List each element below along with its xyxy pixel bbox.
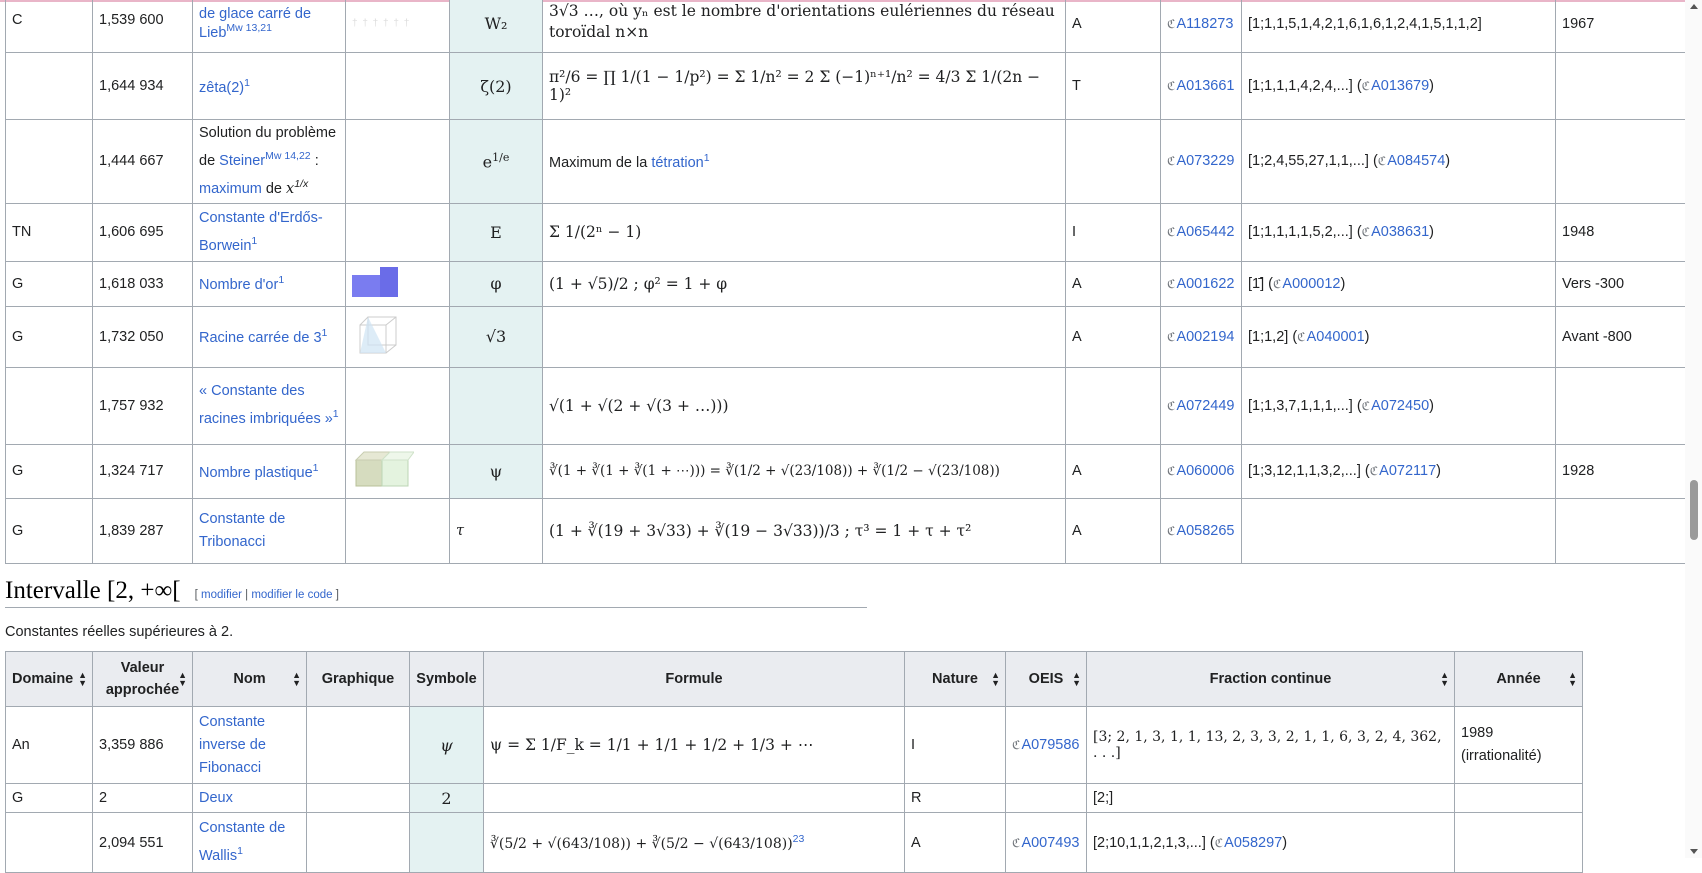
table-row <box>6 306 1690 367</box>
constant-link[interactable]: « Constante des racines imbriquées » <box>199 383 333 428</box>
symbole-cell <box>450 498 543 563</box>
oeis-link[interactable]: A084574 <box>1387 153 1446 170</box>
formule-cell <box>543 0 1066 53</box>
nature-cell <box>1066 120 1161 204</box>
nature-cell: R <box>905 784 1006 813</box>
fraction-cell: [1;3,12,1,1,3,2,...] (ℭA072117) <box>1242 444 1556 498</box>
domaine-cell: An <box>6 707 93 784</box>
annee-cell <box>1556 261 1690 306</box>
oeis-icon: ℭ <box>1377 154 1387 169</box>
fraction-value: [1;1,2] <box>1248 328 1289 345</box>
oeis-icon: ℭ <box>1272 276 1282 291</box>
oeis-cell <box>1006 813 1087 873</box>
oeis-cell <box>1161 444 1242 498</box>
nature-cell: A <box>905 813 1006 873</box>
header-row <box>6 652 1583 707</box>
oeis-icon: ℭ <box>1361 398 1371 413</box>
table-row <box>6 444 1690 498</box>
symbole-cell: $e^{1/e}$ <box>450 120 543 204</box>
domaine-cell <box>6 53 93 120</box>
symbole-cell <box>410 813 484 873</box>
section-heading <box>5 577 867 608</box>
constant-link[interactable]: Constante inverse de Fibonacci <box>199 713 266 776</box>
reference-sup[interactable]: 23 <box>792 833 805 846</box>
annee-cell <box>1556 120 1690 204</box>
graphique-cell <box>307 813 410 873</box>
oeis-link[interactable]: A000012 <box>1282 275 1341 292</box>
fraction-cell: [1̄] (ℭA000012) <box>1242 261 1556 306</box>
nom-cell <box>193 813 307 873</box>
oeis-link[interactable]: A079586 <box>1021 737 1080 753</box>
table-row <box>6 498 1690 563</box>
oeis-icon: ℭ <box>1369 464 1379 479</box>
symbol-value: ψ <box>440 735 453 755</box>
annee-cell: 1989 (irrationalité) <box>1455 707 1583 784</box>
constant-link[interactable]: Steiner <box>219 152 266 169</box>
domaine-cell: G <box>6 498 93 563</box>
nom-cell <box>193 498 346 563</box>
header-nature[interactable]: Nature ▲ ▼ <box>905 652 1006 707</box>
tetration-link[interactable]: tétration <box>651 154 704 171</box>
formula: (1 + ∛(19 + 3√33) + ∛(19 − 3√33))/3 ; τ³ = 1 + τ + τ² <box>549 521 972 540</box>
constant-link[interactable]: Racine carrée de 3 <box>199 330 322 347</box>
formula: 3√3 …, où yₙ est le nombre d'orientations eulériennes du réseau toroïdal n×n <box>549 1 1055 41</box>
formule-cell <box>543 306 1066 367</box>
nom-cell <box>193 120 346 204</box>
header-valeur[interactable]: Valeur approchée ▲ ▼ <box>93 652 193 707</box>
oeis-cell <box>1161 53 1242 120</box>
fraction-value: [1;1,3,7,1,1,1,...] <box>1248 397 1353 414</box>
fraction-cell: [1;1,2] (ℭA040001) <box>1242 306 1556 367</box>
formule-cell <box>543 261 1066 306</box>
constant-link[interactable]: Nombre plastique <box>199 464 313 481</box>
symbole-cell: 2 <box>410 784 484 813</box>
lattice-image: † † † † † † <box>352 18 411 29</box>
domaine-cell: G <box>6 261 93 306</box>
nature-cell: T <box>1066 53 1161 120</box>
graphique-cell <box>346 444 450 498</box>
header-formule: Formule <box>484 652 905 707</box>
constant-name-tail: : <box>314 152 319 169</box>
oeis-icon: ℭ <box>1167 276 1176 291</box>
oeis-cell <box>1161 367 1242 444</box>
header-symbole: Symbole <box>410 652 484 707</box>
symbole-cell: φ <box>450 261 543 306</box>
valeur-cell: 1,324 717 <box>93 444 193 498</box>
oeis-link[interactable]: A072449 <box>1176 397 1235 414</box>
fraction-cell <box>1242 498 1556 563</box>
oeis-icon: ℭ <box>1012 738 1021 752</box>
annee-cell <box>1556 367 1690 444</box>
reference-sup[interactable]: 1 <box>251 234 258 247</box>
oeis-link[interactable]: A060006 <box>1176 463 1235 480</box>
graphique-cell <box>307 784 410 813</box>
valeur-cell: 2 <box>93 784 193 813</box>
fraction-cell: [2;] <box>1087 784 1455 813</box>
symbole-cell: W₂ <box>450 0 543 53</box>
table-row <box>6 784 1583 813</box>
annee-cell: 1967 <box>1556 0 1690 53</box>
oeis-icon: ℭ <box>1167 329 1176 344</box>
nature-cell: I <box>905 707 1006 784</box>
sort-icon[interactable]: ▲ ▼ <box>1568 670 1577 688</box>
fraction-value: [1;3,12,1,1,3,2,...] <box>1248 463 1361 480</box>
header-domaine[interactable]: Domaine ▲ ▼ <box>6 652 93 707</box>
graphique-cell <box>346 203 450 261</box>
valeur-cell: 1,839 287 <box>93 498 193 563</box>
reference-sup[interactable]: 1 <box>244 76 250 89</box>
annee-cell <box>1455 784 1583 813</box>
oeis-cell <box>1161 306 1242 367</box>
fraction-cell <box>1087 707 1455 784</box>
nature-cell: A <box>1066 444 1161 498</box>
formule-cell <box>484 813 905 873</box>
graphique-cell <box>346 120 450 204</box>
constants-table-2-plus <box>5 651 1583 873</box>
graphique-cell <box>346 306 450 367</box>
edit-link[interactable]: modifier <box>201 589 242 601</box>
symbole-cell: ψ <box>450 444 543 498</box>
constants-table-1-2 <box>5 0 1690 564</box>
oeis-cell <box>1006 784 1087 813</box>
reference-sup[interactable]: Mw 14,22 <box>265 150 311 162</box>
oeis-cell <box>1006 707 1087 784</box>
oeis-cell <box>1161 498 1242 563</box>
valeur-cell: 1,444 667 <box>93 120 193 204</box>
graphique-cell <box>346 0 450 53</box>
symbole-cell <box>410 707 484 784</box>
header-graphique: Graphique <box>307 652 410 707</box>
oeis-icon: ℭ <box>1012 835 1021 850</box>
constant-name-tail-2: de $x^{1/x}$ <box>261 177 309 197</box>
section-title: Intervalle [2, +∞[ <box>5 577 181 604</box>
oeis-link[interactable]: A040001 <box>1306 328 1365 345</box>
reference-sup[interactable]: 1 <box>278 274 285 287</box>
valeur-cell: 1,539 600 <box>93 0 193 53</box>
edit-code-link[interactable]: modifier le code <box>251 589 333 601</box>
nom-cell <box>193 784 307 813</box>
edit-links: [ modifier | modifier le code ] <box>194 589 339 601</box>
reference-sup[interactable]: 1 <box>321 327 328 340</box>
constant-link[interactable]: zêta(2) <box>199 79 245 96</box>
oeis-icon: ℭ <box>1167 398 1176 413</box>
oeis-link[interactable]: A073229 <box>1176 153 1235 170</box>
nom-cell <box>193 367 346 444</box>
formule-cell <box>543 203 1066 261</box>
table-row <box>6 367 1690 444</box>
graphique-cell <box>307 707 410 784</box>
fraction-cell: [1;1,1,1,4,2,4,...] (ℭA013679) <box>1242 53 1556 120</box>
domaine-cell <box>6 120 93 204</box>
oeis-link[interactable]: A038631 <box>1371 224 1430 241</box>
constant-link[interactable]: Constante de Wallis <box>199 820 286 864</box>
valeur-cell: 1,757 932 <box>93 367 193 444</box>
cube-diagonal-image <box>352 311 402 359</box>
oeis-cell <box>1161 203 1242 261</box>
constant-link[interactable]: Constante de Tribonacci <box>199 510 286 550</box>
sort-icon[interactable]: ▲ ▼ <box>292 670 301 688</box>
formula: ψ = Σ 1/F_k = 1/1 + 1/1 + 1/2 + 1/3 + ⋯ <box>490 736 814 754</box>
oeis-icon: ℭ <box>1361 225 1371 240</box>
table-row <box>6 813 1583 873</box>
oeis-icon: ℭ <box>1167 523 1176 538</box>
formule-cell <box>543 120 1066 204</box>
scrollbar-thumb[interactable] <box>1690 480 1698 540</box>
sort-icon[interactable]: ▲ ▼ <box>1440 670 1449 688</box>
nature-cell: I <box>1066 203 1161 261</box>
oeis-link[interactable]: A065442 <box>1176 224 1235 241</box>
domaine-cell: C <box>6 0 93 53</box>
fraction-value: [2;10,1,1,2,1,3,...] <box>1093 834 1206 851</box>
formula-text: Maximum de la <box>549 154 652 171</box>
domaine-cell <box>6 813 93 873</box>
oeis-icon: ℭ <box>1214 835 1224 850</box>
constant-link[interactable]: Nombre d'or <box>199 277 279 294</box>
header-fraction[interactable]: Fraction continue ▲ ▼ <box>1087 652 1455 707</box>
fraction-cell: [1;1,1,1,1,5,2,...] (ℭA038631) <box>1242 203 1556 261</box>
graphique-cell <box>346 261 450 306</box>
fraction-cell: [2;10,1,1,2,1,3,...] (ℭA058297) <box>1087 813 1455 873</box>
valeur-cell: 1,618 033 <box>93 261 193 306</box>
formule-cell <box>543 498 1066 563</box>
formule-cell <box>484 784 905 813</box>
oeis-cell <box>1161 120 1242 204</box>
annee-data: Vers -300 <box>1562 275 1625 292</box>
table-row <box>6 261 1690 306</box>
table-row <box>6 120 1690 204</box>
nom-cell <box>193 707 307 784</box>
annee-cell <box>1455 813 1583 873</box>
header-nom[interactable]: Nom ▲ ▼ <box>193 652 307 707</box>
sort-icon[interactable]: ▲ ▼ <box>1072 670 1081 688</box>
formula: ∛(1 + ∛(1 + ∛(1 + ⋯))) = ∛(1/2 + √(23/108)) + ∛(1/2 − √(23/108)) <box>549 463 1000 480</box>
valeur-cell: 1,644 934 <box>93 53 193 120</box>
domaine-cell: G <box>6 444 93 498</box>
reference-sup[interactable]: 1 <box>312 461 319 474</box>
golden-rectangle-image <box>352 267 398 297</box>
nature-cell <box>1066 367 1161 444</box>
nature-cell: A <box>1066 261 1161 306</box>
symbole-cell: ζ(2) <box>450 53 543 120</box>
table-row <box>6 203 1690 261</box>
table-row <box>6 707 1583 784</box>
nom-cell <box>193 53 346 120</box>
formula: √(1 + √(2 + √(3 + …))) <box>549 396 729 415</box>
formule-cell <box>484 707 905 784</box>
oeis-icon: ℭ <box>1361 79 1371 93</box>
annee-cell: 1928 <box>1556 444 1690 498</box>
nom-cell <box>193 444 346 498</box>
formule-cell <box>543 367 1066 444</box>
plastic-number-boxes-image <box>352 450 414 488</box>
nom-cell <box>193 0 346 53</box>
domaine-cell: G <box>6 306 93 367</box>
formula: π²/6 = ∏ 1/(1 − 1/p²) = Σ 1/n² = 2 Σ (−1)ⁿ⁺¹/n² = 4/3 Σ 1/(2n − 1)² <box>549 68 1041 104</box>
oeis-link[interactable]: A001622 <box>1176 275 1235 292</box>
nom-cell <box>193 203 346 261</box>
scrollbar[interactable] <box>1685 0 1702 858</box>
sort-icon[interactable]: ▲ ▼ <box>991 670 1000 688</box>
oeis-link[interactable]: A007493 <box>1021 834 1080 851</box>
oeis-link[interactable]: A118273 <box>1176 15 1234 32</box>
oeis-cell <box>1161 261 1242 306</box>
oeis-link[interactable]: A002194 <box>1176 328 1235 345</box>
oeis-link[interactable]: A058265 <box>1176 522 1235 539</box>
fraction-cell: [1;1,1,5,1,4,2,1,6,1,6,1,2,4,1,5,1,1,2] <box>1242 0 1556 53</box>
scroll-down-arrow-icon[interactable] <box>1690 849 1698 854</box>
valeur-cell: 1,732 050 <box>93 306 193 367</box>
formule-cell <box>543 444 1066 498</box>
annee-cell <box>1556 53 1690 120</box>
constant-link[interactable]: de glace carré de Lieb <box>199 6 312 41</box>
oeis-link[interactable]: A072117 <box>1379 463 1437 480</box>
table-row <box>6 53 1690 120</box>
valeur-cell: 2,094 551 <box>93 813 193 873</box>
constant-link[interactable]: Constante d'Erdős-Borwein <box>199 209 323 254</box>
scroll-up-arrow-icon[interactable] <box>1690 4 1698 9</box>
domaine-cell <box>6 367 93 444</box>
fraction-value: [1;1,1,1,4,2,4,...] <box>1248 78 1353 94</box>
nom-cell <box>193 261 346 306</box>
oeis-link[interactable]: A013661 <box>1176 78 1235 94</box>
oeis-link[interactable]: A058297 <box>1224 834 1283 851</box>
graphique-cell <box>346 498 450 563</box>
annee-cell: 1948 <box>1556 203 1690 261</box>
oeis-cell <box>1161 0 1242 53</box>
oeis-icon: ℭ <box>1167 225 1176 240</box>
fraction-cell: [1;1,3,7,1,1,1,...] (ℭA072450) <box>1242 367 1556 444</box>
graphique-cell <box>346 53 450 120</box>
oeis-icon: ℭ <box>1167 16 1176 31</box>
symbole-cell: √3 <box>450 306 543 367</box>
fraction-value: [3; 2, 1, 3, 1, 1, 13, 2, 3, 3, 2, 1, 1, 6, 3, 2, 4, 362, . . .] <box>1093 729 1442 761</box>
reference-sup[interactable]: 1 <box>237 845 243 858</box>
oeis-link[interactable]: A072450 <box>1371 397 1430 414</box>
header-annee[interactable]: Année ▲ ▼ <box>1455 652 1583 707</box>
fraction-value: [1̄] <box>1248 275 1265 292</box>
reference-sup[interactable]: 1 <box>332 408 339 421</box>
section-intro: Constantes réelles supérieures à 2. <box>5 624 234 640</box>
formula: (1 + √5)/2 ; φ² = 1 + φ <box>549 274 728 293</box>
nature-cell: A <box>1066 306 1161 367</box>
formule-cell <box>543 53 1066 120</box>
fraction-value: [1;1,1,1,1,5,2,...] <box>1248 224 1353 241</box>
nom-cell <box>193 306 346 367</box>
oeis-icon: ℭ <box>1297 329 1306 344</box>
sort-icon[interactable]: ▲ ▼ <box>178 670 187 688</box>
constant-link[interactable]: Deux <box>199 790 233 806</box>
symbole-cell <box>450 367 543 444</box>
annee-cell <box>1556 498 1690 563</box>
oeis-link[interactable]: A013679 <box>1371 78 1430 94</box>
domaine-cell: G <box>6 784 93 813</box>
reference-sup[interactable]: Mw 13,21 <box>226 22 272 35</box>
annee-cell: Avant -800 <box>1556 306 1690 367</box>
valeur-cell: 1,606 695 <box>93 203 193 261</box>
fraction-value: [1;2,4,55,27,1,1,...] <box>1248 153 1369 170</box>
formula: ∛(5/2 + √(643/108)) + ∛(5/2 − √(643/108)) <box>490 835 793 852</box>
valeur-cell: 3,359 886 <box>93 707 193 784</box>
table-row <box>6 0 1690 53</box>
constant-name-prefix: Solution du problème de <box>199 125 337 169</box>
nature-cell: A <box>1066 0 1161 53</box>
oeis-icon: ℭ <box>1167 154 1176 169</box>
oeis-icon: ℭ <box>1167 79 1176 93</box>
fraction-cell: [1;2,4,55,27,1,1,...] (ℭA084574) <box>1242 120 1556 204</box>
maximum-link[interactable]: maximum <box>199 180 262 197</box>
graphique-cell <box>346 367 450 444</box>
symbole-cell: E <box>450 203 543 261</box>
header-oeis[interactable]: OEIS ▲ ▼ <box>1006 652 1087 707</box>
reference-sup[interactable]: 1 <box>703 151 710 164</box>
nature-cell: A <box>1066 498 1161 563</box>
symbol-value: τ <box>456 522 465 539</box>
sort-icon[interactable]: ▲ ▼ <box>78 670 87 688</box>
domaine-cell: TN <box>6 203 93 261</box>
oeis-icon: ℭ <box>1167 464 1176 479</box>
formula: Σ 1/(2ⁿ − 1) <box>549 223 642 242</box>
